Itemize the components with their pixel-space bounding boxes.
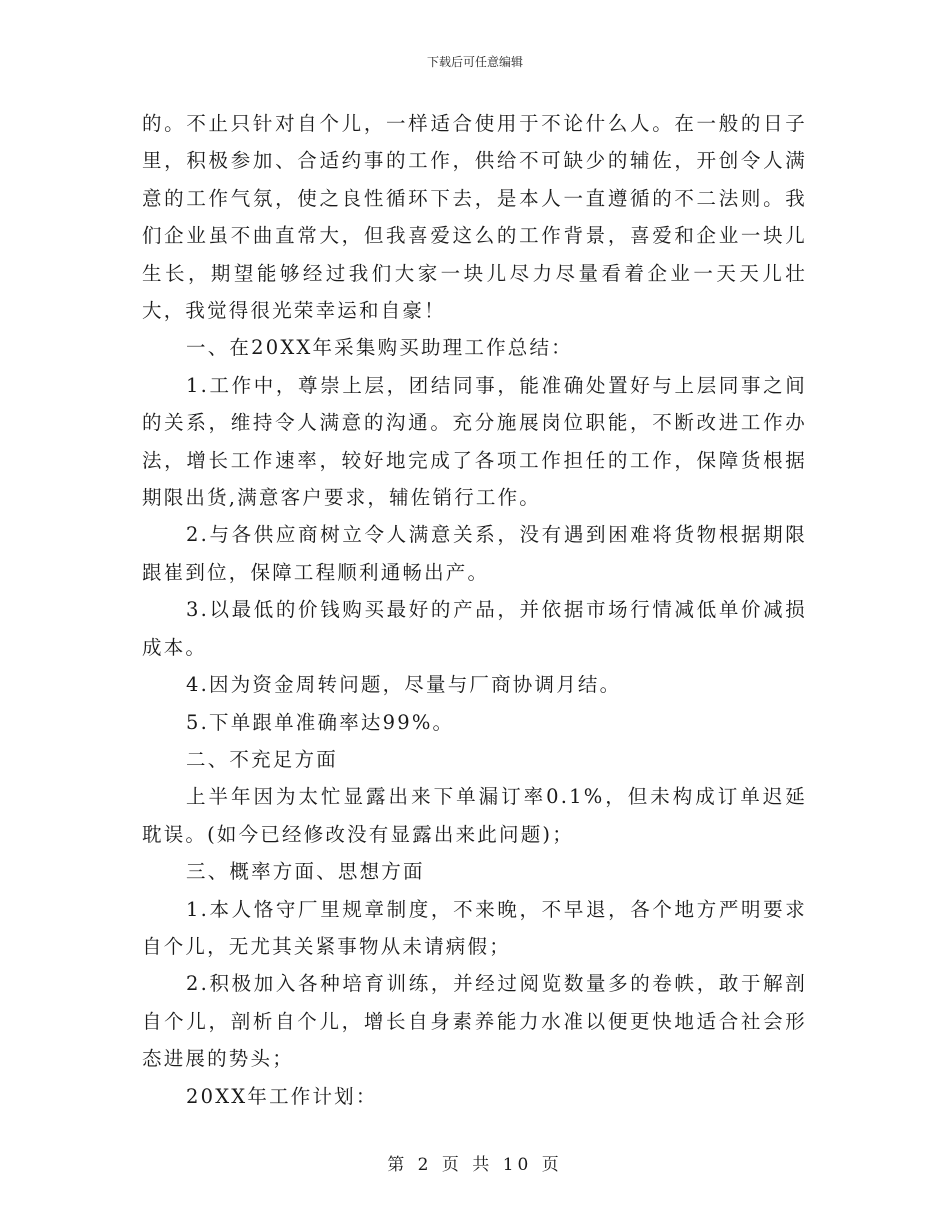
list-item-1: 1.工作中，尊崇上层，团结同事，能准确处置好与上层同事之间的关系，维持令人满意的沟通。充分施展岗位职能，不断改进工作办法，增长工作速率，较好地完成了各项工作担任的工作，保障货根据期限出货,满意客户要求，辅佐销行工作。 [142,373,807,510]
page-header: 下载后可任意编辑 [426,55,523,69]
list-item-3: 3.以最低的价钱购买最好的产品，并依据市场行情减低单价减损成本。 [142,598,807,659]
paragraph-continuation: 的。不止只针对自个儿，一样适合使用于不论什么人。在一般的日子里，积极参加、合适约事的工作，供给不可缺少的辅佐，开创令人满意的工作气氛，使之良性循环下去，是本人一直遵循的不二法则。我们企业虽不曲直常大，但我喜爱这么的工作背景，喜爱和企业一块儿生长，期望能够经过我们大家一块儿尽力尽量看着企业一天天儿壮大，我觉得很光荣幸运和自豪！ [142,112,807,323]
thoughts-item-2: 2.积极加入各种培育训练，并经过阅览数量多的卷帙，敢于解剖自个儿，剖析自个儿，增长自身素养能力水准以便更快地适合社会形态进展的势头； [142,972,807,1071]
list-item-5: 5.下单跟单准确率达99%。 [186,710,455,734]
document-body [142,105,807,1115]
page-number: 第 2 页 共 10 页 [387,1155,563,1175]
section-heading-summary: 一、在20XX年采集购买助理工作总结： [186,336,573,360]
paragraph-shortcomings: 上半年因为太忙显露出来下单漏订率0.1%，但未构成订单迟延耽误。(如今已经修改没有显露出来此问题)； [142,785,807,846]
section-heading-plan: 20XX年工作计划： [186,1084,378,1108]
list-item-4: 4.因为资金周转问题，尽量与厂商协调月结。 [186,673,622,697]
thoughts-item-1: 1.本人恪守厂里规章制度，不来晚，不早退，各个地方严明要求自个儿，无尤其关紧事物从未请病假； [142,897,807,958]
section-heading-thoughts: 三、概率方面、思想方面 [186,860,425,884]
section-heading-shortcomings: 二、不充足方面 [186,747,338,771]
list-item-2: 2.与各供应商树立令人满意关系，没有遇到困难将货物根据期限跟崔到位，保障工程顺利通畅出产。 [142,523,807,584]
